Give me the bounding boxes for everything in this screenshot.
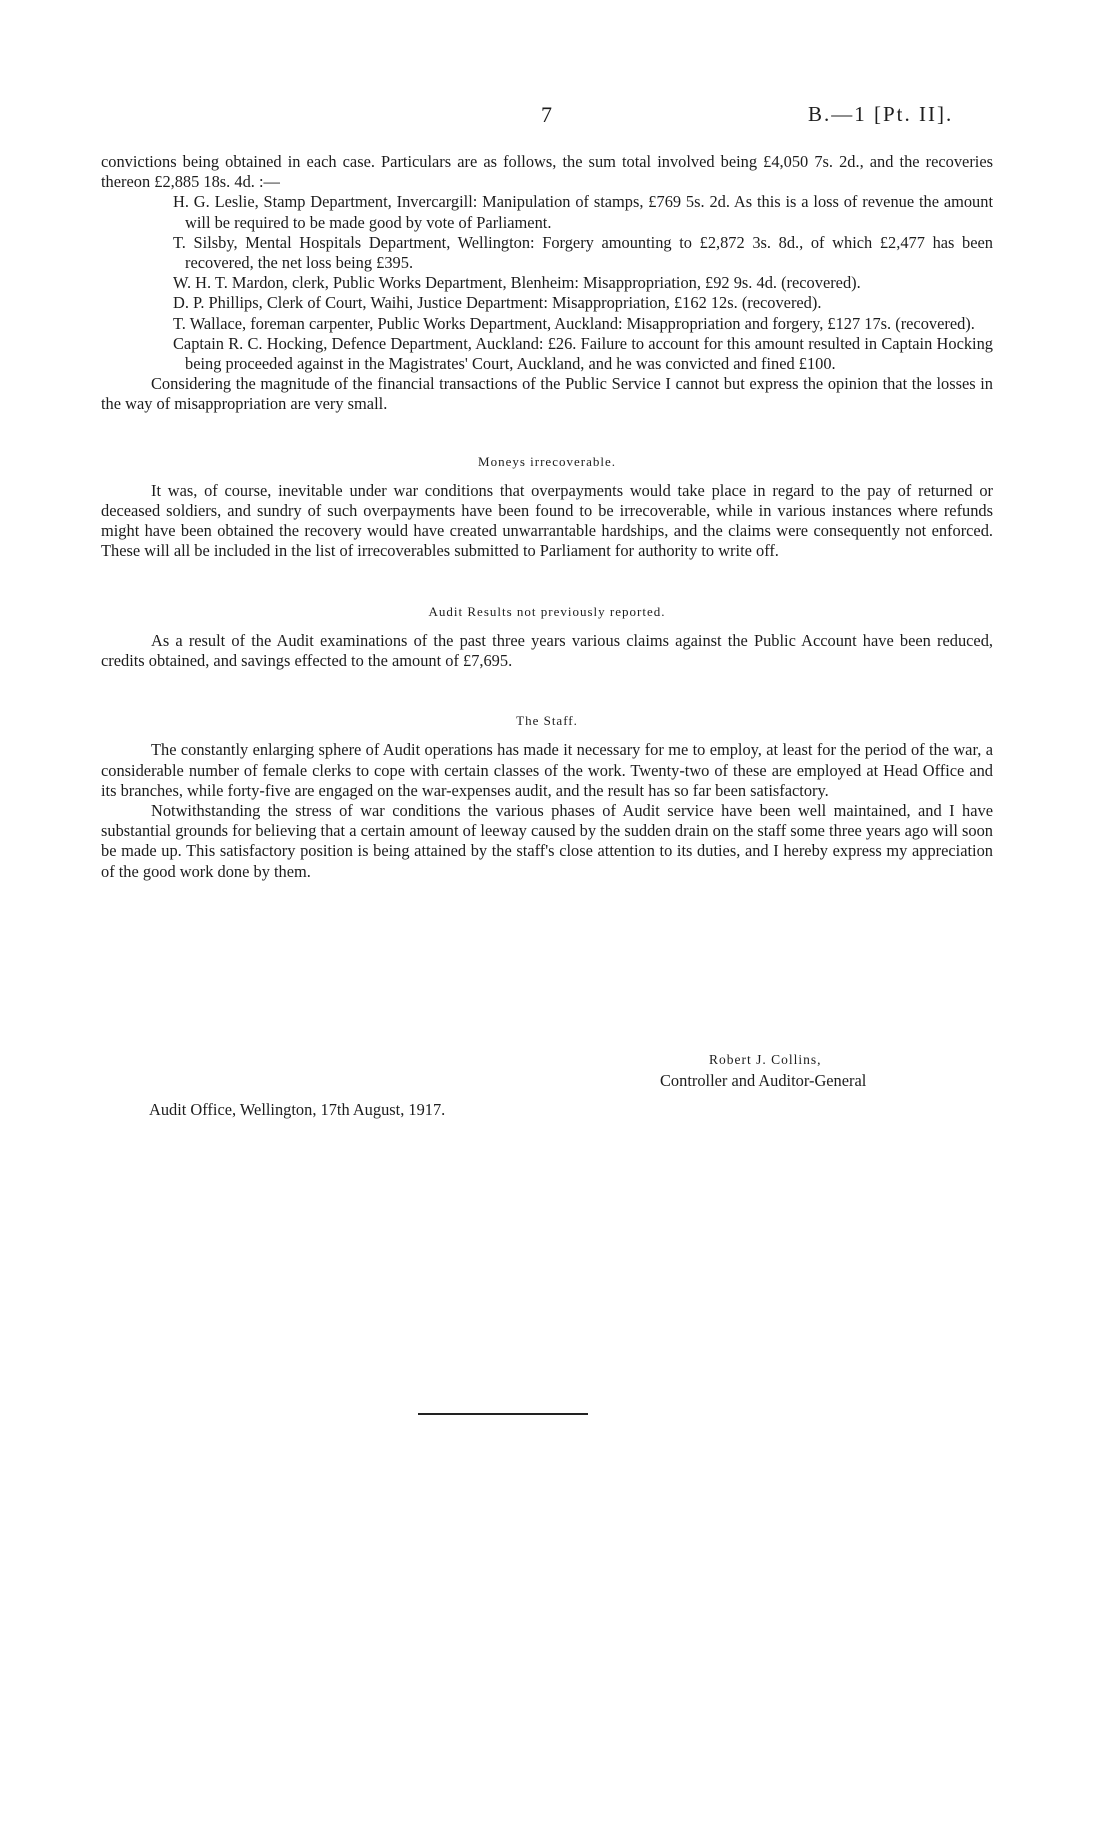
signature-block xyxy=(660,1050,866,1091)
case-entry: W. H. T. Mardon, clerk, Public Works Department, Blenheim: Misappropriation, £92 9s. 4d. (recovered). xyxy=(173,273,861,293)
staff-paragraph-1: The constantly enlarging sphere of Audit operations has made it necessary for me to employ, at least for the period of the war, a considerable number of female clerks to cope with certain classes of the work. Twenty-two of these are employed at Head Office and its branches, while forty-five are engaged on the war-expenses audit, and the result has so far been satisfactory. xyxy=(101,740,993,800)
staff-paragraph-2: Notwithstanding the stress of war conditions the various phases of Audit service have been well maintained, and I have substantial grounds for believing that a certain amount of leeway caused by the sudden drain on the staff some three years ago will soon be made up. This satisfactory position is being attained by the staff's close attention to its duties, and I hereby express my appreciation of the good work done by them. xyxy=(101,801,993,881)
case-entry: H. G. Leslie, Stamp Department, Invercargill: Manipulation of stamps, £769 5s. 2d. As this is a loss of revenue the amount will be required to be made good by vote of Parliament. xyxy=(173,192,993,232)
page-header xyxy=(0,102,1114,132)
moneys-paragraph: It was, of course, inevitable under war conditions that overpayments would take place in regard to the pay of returned or deceased soldiers, and sundry of such overpayments have been found to be irrecoverable, while in various instances where refunds might have been obtained the recovery would have created unwarrantable hardships, and the claims were consequently not enforced. These will all be included in the list of irrecoverables submitted to Parliament for authority to write off. xyxy=(101,480,993,561)
case-entry: T. Wallace, foreman carpenter, Public Works Department, Auckland: Misappropriation and forgery, £127 17s. (recovered). xyxy=(173,313,975,333)
signatory-title: Controller and Auditor-General xyxy=(660,1070,867,1090)
case-entry: Captain R. C. Hocking, Defence Department, Auckland: £26. Failure to account for this amount resulted in Captain Hocking being proceeded against in the Magistrates' Court, Auckland, and he was convicted and fined £100. xyxy=(173,333,993,374)
closing-rule xyxy=(418,1413,588,1415)
section-heading-staff: The Staff. xyxy=(516,713,578,729)
page-number: 7 xyxy=(541,102,552,127)
intro-paragraph: convictions being obtained in each case. Particulars are as follows, the sum total involved being £4,050 7s. 2d., and the recoveries thereon £2,885 18s. 4d. :— xyxy=(101,152,993,192)
signatory-name: Robert J. Collins, xyxy=(709,1052,822,1067)
place-and-date: Audit Office, Wellington, 17th August, 1917. xyxy=(149,1100,446,1119)
case-entry: D. P. Phillips, Clerk of Court, Waihi, Justice Department: Misappropriation, £162 12s. (recovered). xyxy=(173,293,822,313)
section-heading-moneys: Moneys irrecoverable. xyxy=(478,453,616,469)
document-body xyxy=(101,152,993,882)
document-reference: B.—1 [Pt. II]. xyxy=(808,102,954,126)
case-entry: T. Silsby, Mental Hospitals Department, Wellington: Forgery amounting to £2,872 3s. 8d., of which £2,477 has been recovered, the net loss being £395. xyxy=(173,232,993,273)
considering-paragraph: Considering the magnitude of the financial transactions of the Public Service I cannot but express the opinion that the losses in the way of misappropriation are very small. xyxy=(101,374,993,414)
section-heading-audit: Audit Results not previously reported. xyxy=(428,603,666,619)
audit-paragraph: As a result of the Audit examinations of the past three years various claims against the Public Account have been reduced, credits obtained, and savings effected to the amount of £7,695. xyxy=(101,630,993,671)
case-list xyxy=(101,192,993,374)
